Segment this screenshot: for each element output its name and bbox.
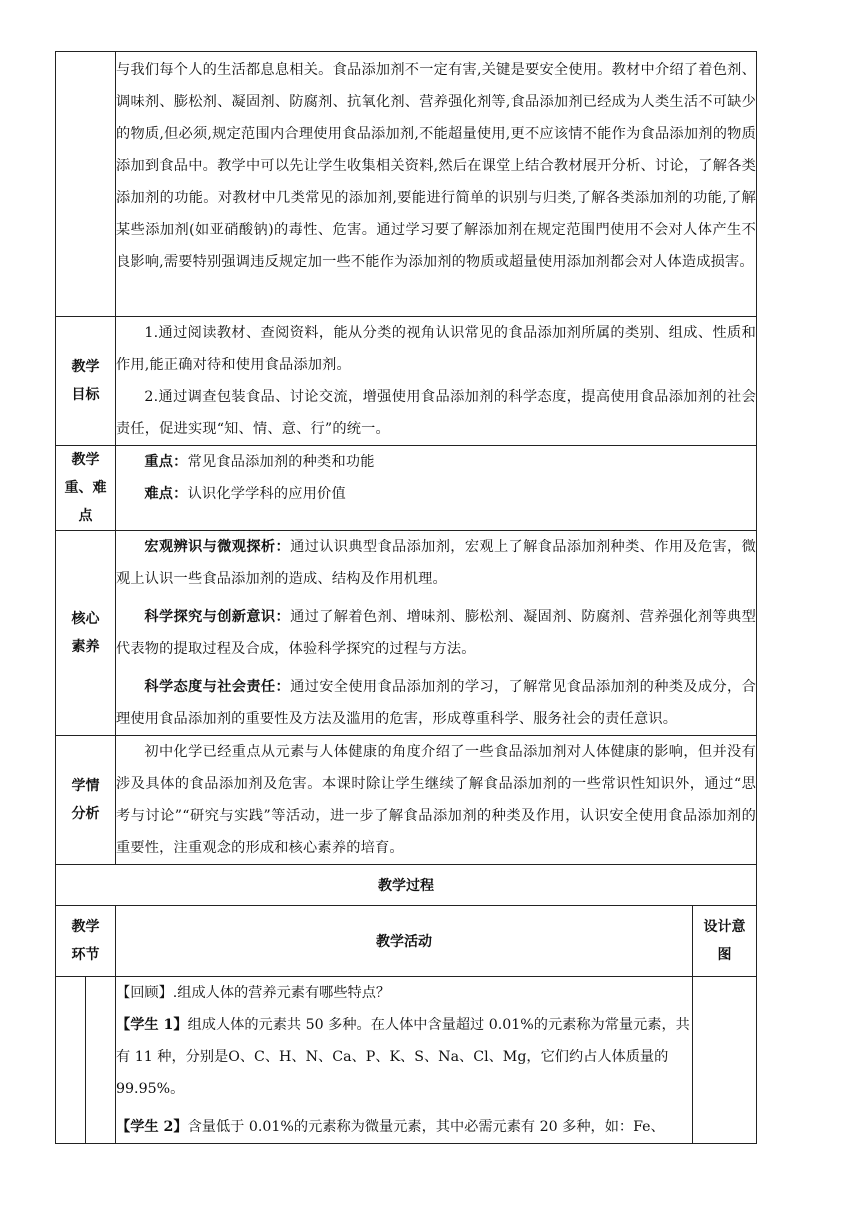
- key-point: 重点：常见食品添加剂的种类和功能: [144, 454, 375, 470]
- literacy-label: 核心 素养: [56, 531, 116, 736]
- analysis-label: 学情 分析: [56, 736, 116, 865]
- intent-cell: [693, 977, 757, 1144]
- student-2-answer: 【学生 2】含量低于 0.01%的元素称为微量元素，其中必需元素有 20 多种，如：Fe、: [116, 1119, 665, 1135]
- literacy-item-1: 宏观辨识与微观探析：通过认识典型食品添加剂，宏观上了解食品添加剂种类、作用及危害，微观上认识一些食品添加剂的造成、结构及作用机理。: [116, 539, 756, 587]
- intro-paragraph: 与我们每个人的生活都息息相关。食品添加剂不一定有害,关键是要安全使用。教材中介绍了着色剂、调味剂、膨松剂、凝固剂、防腐剂、抗氧化剂、营养强化剂等,食品添加剂已经成为人类生活不可缺少的物质,但必须,规定范围内合理使用食品添加剂,不能超量使用,更不应该情不能作为食品添加剂的物质添加到食品中。教学中可以先让学生收集相关资料,然后在课堂上结合教材展开分析、讨论，了解各类添加剂的功能。对教材中几类常见的添加剂,要能进行简单的识别与归类,了解各类添加剂的功能,了解某些添加剂(如亚硝酸钠)的毒性、危害。通过学习要了解添加剂在规定范围門使用不会对人体产生不良影响,需要特别强调违反规定加一些不能作为添加剂的物质或超量使用添加剂都会对人体造成损害。: [116, 62, 756, 270]
- process-title-row: [56, 865, 757, 906]
- stage-cell-2: [86, 977, 116, 1144]
- lesson-plan-table: [55, 51, 757, 1144]
- literacy-row: [56, 531, 757, 736]
- col-intent-header: 设计意 图: [693, 906, 757, 977]
- activity-content: [116, 977, 693, 1144]
- goal-1: 1.通过阅读教材、查阅资料，能从分类的视角认识常见的食品添加剂所属的类别、组成、性质和作用,能正确对待和使用食品添加剂。: [116, 325, 756, 373]
- literacy-item-3: 科学态度与社会责任：通过安全使用食品添加剂的学习，了解常见食品添加剂的种类及成分，合理使用食品添加剂的重要性及方法及滥用的危害，形成尊重科学、服务社会的责任意识。: [116, 679, 756, 727]
- intro-label-cell: [56, 52, 116, 317]
- literacy-item-2: 科学探究与创新意识：通过了解着色剂、增味剂、膨松剂、凝固剂、防腐剂、营养强化剂等典型代表物的提取过程及合成，体验科学探究的过程与方法。: [116, 609, 756, 657]
- intro-row: [56, 52, 757, 317]
- goal-2: 2.通过调查包装食品、讨论交流，增强使用食品添加剂的科学态度，提高使用食品添加剂的社会责任，促进实现“知、情、意、行”的统一。: [116, 389, 756, 437]
- col-stage-header: 教学 环节: [56, 906, 116, 977]
- student-1-answer: 【学生 1】组成人体的元素共 50 多种。在人体中含量超过 0.01%的元素称为常量元素，共有 11 种，分别是O、C、H、N、Ca、P、K、S、Na、Cl、Mg，它们约占人体质量的 99.95%。: [116, 1017, 690, 1097]
- process-title: 教学过程: [56, 865, 757, 906]
- intro-content: [116, 52, 757, 317]
- keypoints-content: [116, 446, 757, 531]
- difficult-point: 难点：认识化学学科的应用价值: [144, 486, 346, 502]
- literacy-content: [116, 531, 757, 736]
- analysis-content: [116, 736, 757, 865]
- analysis-row: [56, 736, 757, 865]
- review-question: 【回顾】.组成人体的营养元素有哪些特点？: [116, 985, 391, 1001]
- process-content-row: [56, 977, 757, 1144]
- goals-row: [56, 317, 757, 446]
- analysis-text: 初中化学已经重点从元素与人体健康的角度介绍了一些食品添加剂对人体健康的影响，但并没有涉及具体的食品添加剂及危害。本课时除让学生继续了解食品添加剂的一些常识性知识外，通过“思考与讨论”“研究与实践”等活动，进一步了解食品添加剂的种类及作用，认识安全使用食品添加剂的重要性，注重观念的形成和核心素养的培育。: [116, 744, 756, 856]
- goals-content: [116, 317, 757, 446]
- col-activity-header: 教学活动: [116, 906, 693, 977]
- stage-cell-1: [56, 977, 86, 1144]
- keypoints-row: [56, 446, 757, 531]
- goals-label: 教学 目标: [56, 317, 116, 446]
- process-header-row: [56, 906, 757, 977]
- keypoints-label: 教学 重、难 点: [56, 446, 116, 531]
